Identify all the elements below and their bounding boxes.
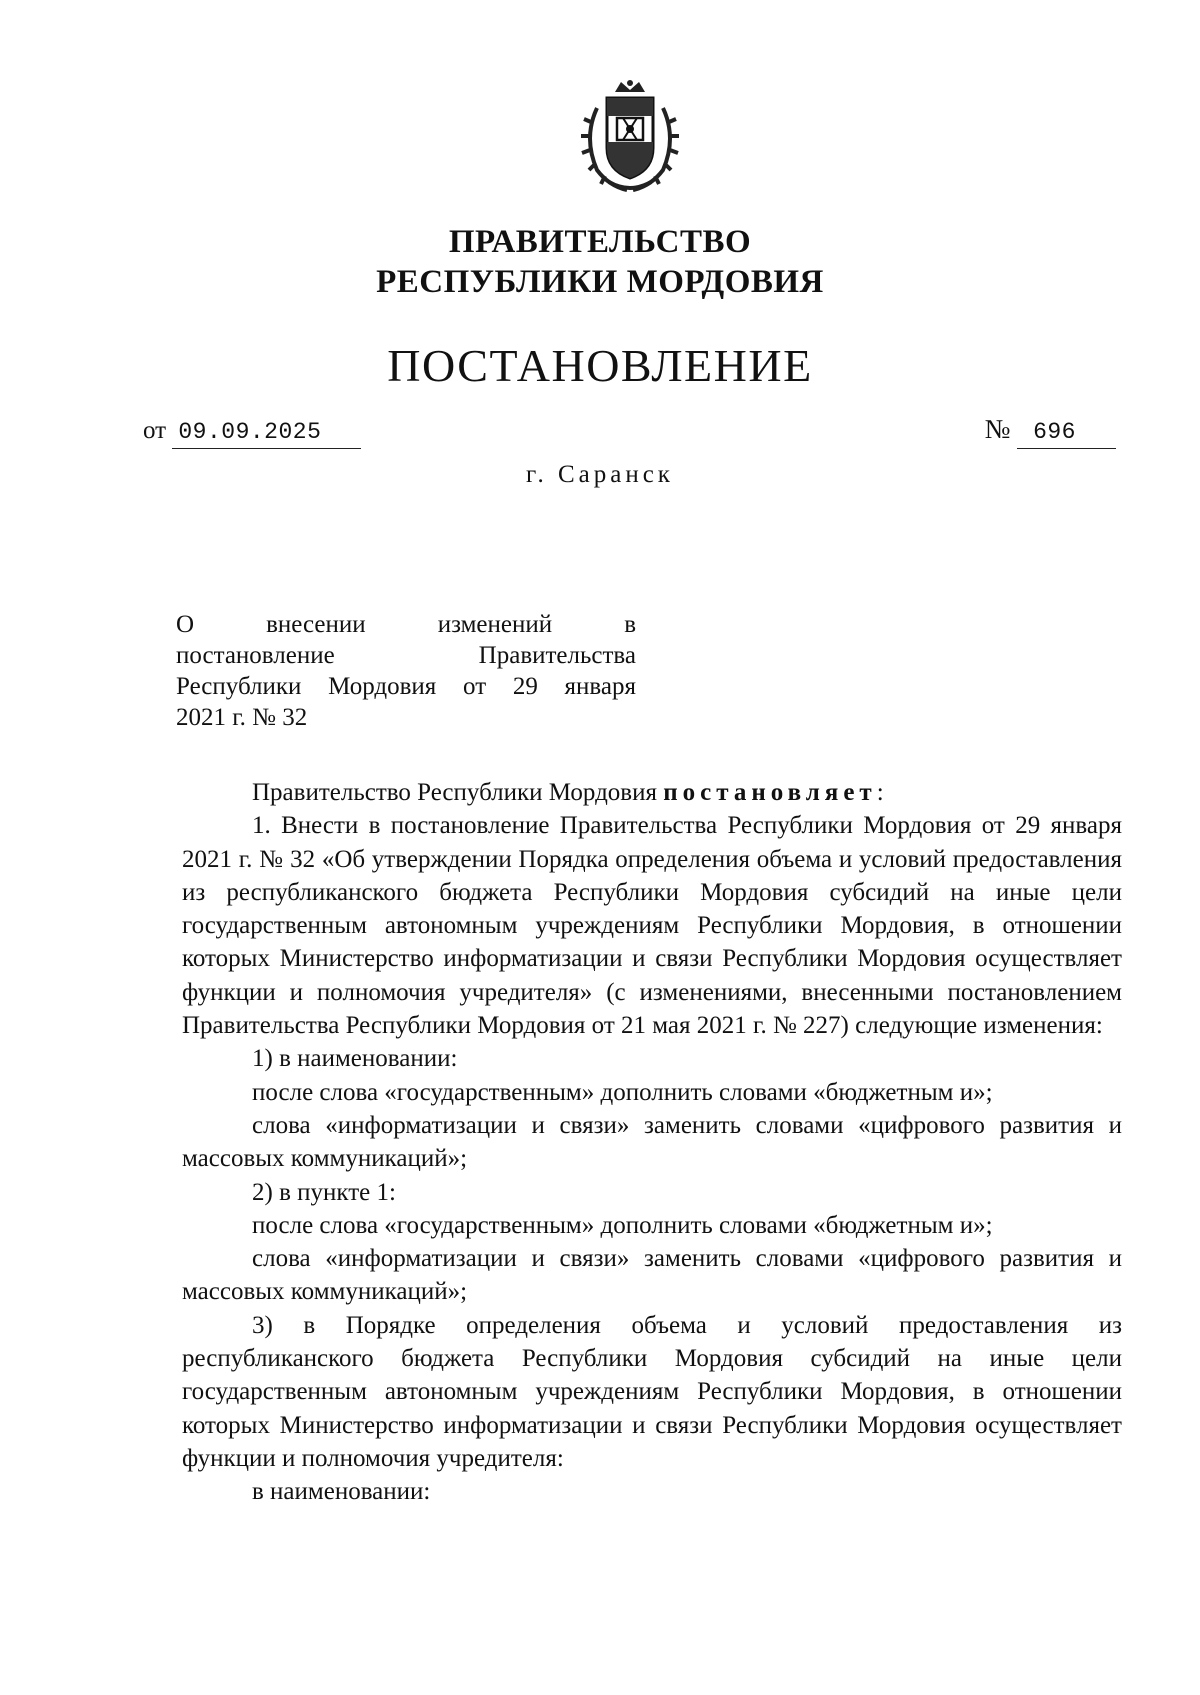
document-type-title: ПОСТАНОВЛЕНИЕ (387, 340, 813, 391)
intro-text: Правительство Республики Мордовия (252, 779, 664, 806)
subject-line: 2021 г. № 32 (176, 704, 308, 731)
body-paragraph: 3) в Порядке определения объема и условий предоставления из республиканского бюджета Республики Мордовия субсидий на иные цели государственным автономным учреждениям Республики Мордовия, в отношении которых Министерство информатизации и связи Республики Мордовия осуществляет функции и полномочия учредителя: (182, 1311, 1122, 1472)
body-paragraph: после слова «государственным» дополнить словами «бюджетным и»; (252, 1078, 993, 1106)
body-paragraph: 1) в наименовании: (252, 1045, 458, 1073)
number-value: 696 (1017, 416, 1116, 449)
date-row (143, 415, 361, 449)
intro-paragraph (182, 776, 1122, 809)
body-paragraph: слова «информатизации и связи» заменить словами «цифрового развития и массовых коммуникаций»; (182, 1111, 1122, 1173)
document-body (182, 776, 1122, 1509)
subject-line: О внесении изменений в (176, 611, 636, 638)
subject-line: постановление Правительства (176, 642, 636, 669)
coat-of-arms-emblem (575, 78, 685, 196)
document-subject (176, 609, 636, 733)
subject-line: Республики Мордовия от 29 января (176, 673, 636, 700)
number-row (985, 413, 1116, 449)
intro-emphasis: постановляет (663, 779, 877, 806)
date-prefix: от (143, 417, 167, 444)
number-prefix: № (984, 414, 1011, 444)
body-paragraph: в наименовании: (252, 1478, 431, 1506)
body-paragraph: 1. Внести в постановление Правительства Республики Мордовия от 29 января 2021 г. № 32 «Об утверждении Порядка определения объема и условий предоставления из республиканского бюджета Республики Мордовия субсидий на иные цели государственным автономным учреждениям Республики Мордовия, в отношении которых Министерство информатизации и связи Республики Мордовия осуществляет функции и полномочия учредителя» (с изменениями, внесенными постановлением Правительства Республики Мордовия от 21 мая 2021 г. № 227) следующие изменения: (182, 812, 1122, 1040)
organization-name-line2: РЕСПУБЛИКИ МОРДОВИЯ (376, 264, 824, 300)
intro-colon: : (876, 779, 884, 806)
organization-name-line1: ПРАВИТЕЛЬСТВО (448, 224, 752, 260)
city-name: г. Саранск (526, 461, 674, 488)
body-paragraph: 2) в пункте 1: (252, 1178, 396, 1206)
body-paragraph: слова «информатизации и связи» заменить словами «цифрового развития и массовых коммуникаций»; (182, 1245, 1122, 1306)
body-paragraph: после слова «государственным» дополнить словами «бюджетным и»; (252, 1211, 993, 1239)
date-value: 09.09.2025 (172, 416, 361, 449)
